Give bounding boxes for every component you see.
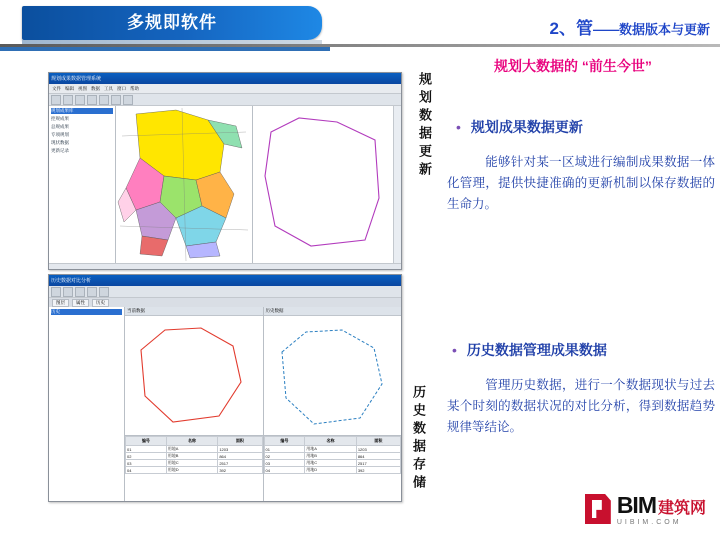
- tab-layers[interactable]: 图层: [52, 299, 69, 307]
- tree-node[interactable]: 总规成果: [51, 124, 69, 129]
- bullet-title-1: 规划成果数据更新: [470, 119, 583, 135]
- paragraph-2: [447, 375, 715, 438]
- toolbar-button[interactable]: [123, 95, 133, 105]
- screenshot-planning-update[interactable]: [48, 72, 402, 270]
- tree-node[interactable]: 现状数据: [51, 140, 69, 145]
- screenshot-top-toolbar[interactable]: [49, 94, 401, 106]
- current-data-title: 当前数据: [125, 307, 263, 316]
- menu-data[interactable]: 数据: [91, 85, 100, 91]
- paragraph-1: [447, 152, 715, 215]
- table-row[interactable]: 04 用地D 392: [126, 467, 263, 474]
- tree-node[interactable]: 控规成果: [51, 116, 69, 121]
- screenshot-top-statusbar: [49, 263, 401, 270]
- current-data-panel[interactable]: [125, 307, 263, 435]
- screenshot-top-titlebar: [49, 73, 401, 84]
- tree-node[interactable]: 历史: [51, 309, 122, 315]
- logo-bim-text: BIM: [616, 492, 656, 518]
- menu-tools[interactable]: 工具: [104, 85, 113, 91]
- tree-node[interactable]: 专项规划: [51, 132, 69, 137]
- section-heading: [550, 14, 710, 39]
- table-row[interactable]: 04 用地D 392: [264, 467, 401, 474]
- bullet-title-2: 历史数据管理成果数据: [466, 342, 607, 358]
- toolbar-button[interactable]: [51, 95, 61, 105]
- vertical-label-top: 规划数据更新: [417, 72, 432, 180]
- history-data-panel[interactable]: [263, 307, 402, 435]
- paragraph-1-text: 能够针对某一区域进行编制成果数据一体化管理，提供快捷准确的更新机制以保存数据的生命力。: [447, 155, 715, 211]
- toolbar-button[interactable]: [75, 95, 85, 105]
- menu-help[interactable]: 帮助: [130, 85, 139, 91]
- logo-mark-icon: [585, 494, 611, 524]
- logo-cn-text: 建筑网: [657, 500, 706, 517]
- header-divider-accent: [0, 47, 330, 51]
- headline: 规划大数据的 “前生今世”: [494, 58, 652, 74]
- screenshot-history-compare[interactable]: [48, 274, 402, 502]
- bullet-item-1: [456, 118, 583, 136]
- vertical-label-bottom: 历史数据存储: [411, 385, 426, 493]
- menu-file[interactable]: 文件: [52, 85, 61, 91]
- bullet-dot-icon: •: [456, 119, 461, 135]
- menu-edit[interactable]: 编辑: [65, 85, 74, 91]
- map-canvas-colored[interactable]: [116, 106, 252, 263]
- screenshot-bottom-tabs[interactable]: [49, 298, 401, 307]
- tree-node[interactable]: 更新记录: [51, 148, 69, 153]
- toolbar-button[interactable]: [63, 287, 73, 297]
- table-row[interactable]: 01 用地A 1203: [264, 446, 401, 453]
- toolbar-button[interactable]: [63, 95, 73, 105]
- title-ribbon: [22, 6, 322, 40]
- tab-history[interactable]: 历史: [92, 299, 109, 307]
- screenshot-bottom-title: 历史数据对比分析: [51, 278, 92, 284]
- logo: [585, 492, 706, 526]
- toolbar-button[interactable]: [75, 287, 85, 297]
- table-row[interactable]: 03 用地C 2517: [264, 460, 401, 467]
- vertical-scrollbar[interactable]: [393, 106, 401, 263]
- logo-domain-text: UIBIM.COM: [616, 519, 682, 526]
- tab-attributes[interactable]: 属性: [72, 299, 89, 307]
- col-name: 名称: [166, 437, 218, 446]
- map-canvas-outline[interactable]: [252, 106, 393, 263]
- table-row[interactable]: 02 用地B 864: [264, 453, 401, 460]
- col-id: 编号: [126, 437, 167, 446]
- layer-tree[interactable]: [49, 106, 116, 263]
- section-subtitle: ——数据版本与更新: [592, 22, 710, 37]
- screenshot-top-menubar[interactable]: [49, 84, 401, 94]
- history-data-title: 历史数据: [264, 307, 402, 316]
- toolbar-button[interactable]: [99, 287, 109, 297]
- page-title: 多规即软件: [127, 13, 217, 32]
- toolbar-button[interactable]: [99, 95, 109, 105]
- toolbar-button[interactable]: [51, 287, 61, 297]
- screenshot-bottom-titlebar: [49, 275, 401, 286]
- toolbar-button[interactable]: [87, 95, 97, 105]
- toolbar-button[interactable]: [111, 95, 121, 105]
- attribute-table-left[interactable]: [125, 436, 263, 474]
- attribute-table-right[interactable]: 编号 名称 面积 01 用地A 1203 02 用地B 864 03 用地C 2517 04 用地D 392: [264, 436, 402, 474]
- tree-node[interactable]: 规划成果库: [51, 108, 113, 114]
- table-row[interactable]: 02 用地B 864: [126, 453, 263, 460]
- paragraph-2-text: 管理历史数据，进行一个数据现状与过去某个时刻的数据状况的对比分析，得到数据趋势规律等结论。: [447, 378, 715, 434]
- toolbar-button[interactable]: [87, 287, 97, 297]
- screenshot-top-title: 规划成果数据管理系统: [51, 76, 102, 82]
- section-number: 2、管: [549, 19, 593, 38]
- col-area: 面积: [218, 437, 262, 446]
- bullet-item-2: [452, 341, 607, 359]
- history-tree[interactable]: [49, 307, 125, 502]
- header: [0, 0, 720, 46]
- table-row[interactable]: 03 用地C 2517: [126, 460, 263, 467]
- menu-window[interactable]: 窗口: [117, 85, 126, 91]
- screenshot-bottom-toolbar[interactable]: [49, 286, 401, 298]
- menu-view[interactable]: 视图: [78, 85, 87, 91]
- table-row[interactable]: 01 用地A 1203: [126, 446, 263, 453]
- bullet-dot-icon-2: •: [452, 342, 457, 358]
